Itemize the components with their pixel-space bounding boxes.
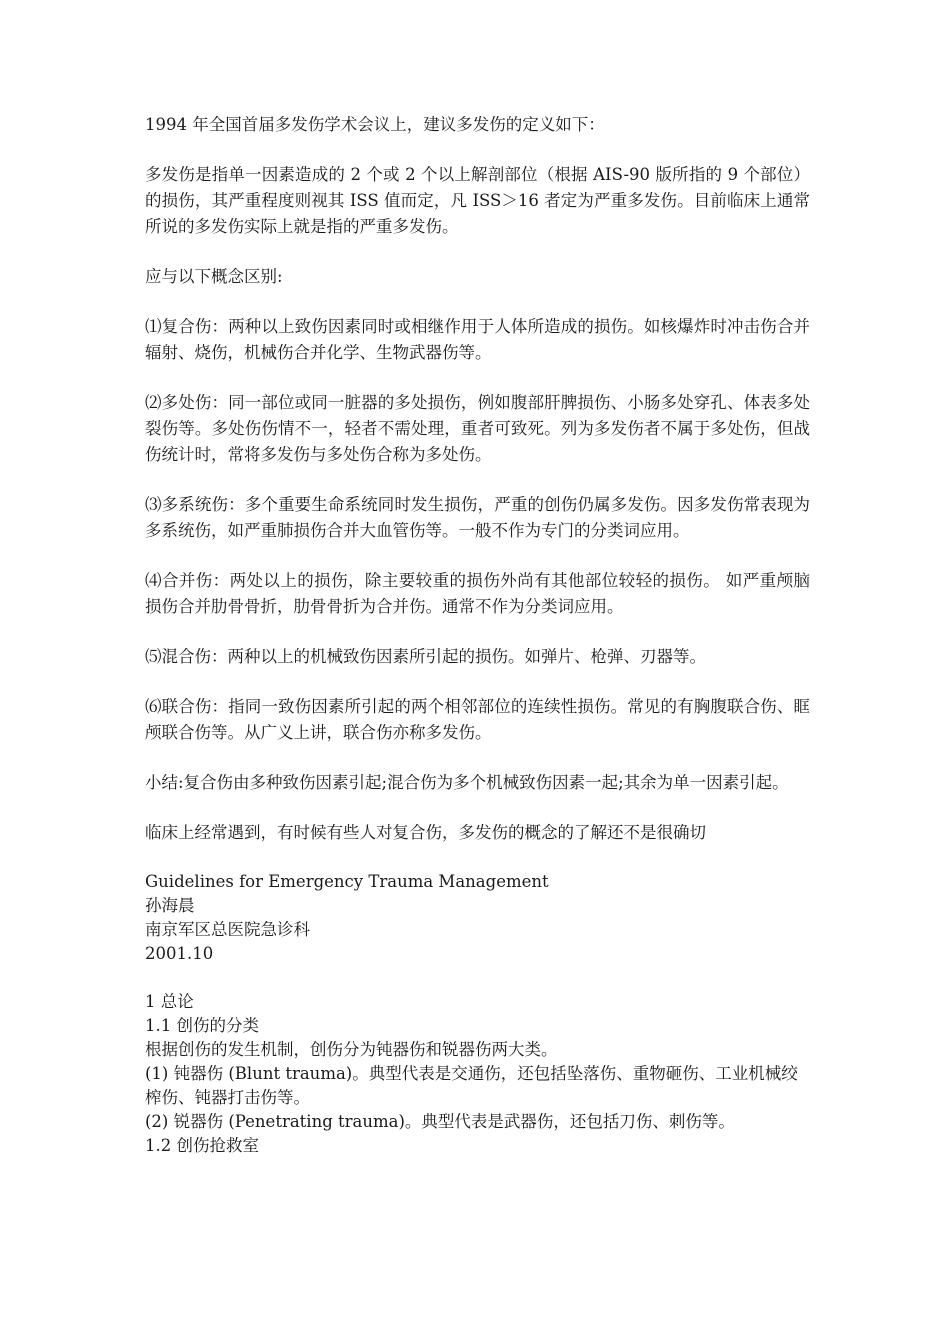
subsection-heading: 1.1 创伤的分类 xyxy=(145,1016,259,1035)
section-heading: 1 总论 xyxy=(145,992,194,1011)
doc-date: 2001.10 xyxy=(145,944,214,963)
doc-org: 南京军区总医院急诊科 xyxy=(145,920,310,939)
subsection-heading: 1.2 创伤抢救室 xyxy=(145,1136,259,1155)
concept-associated-injury: ⑷合并伤：两处以上的损伤，除主要较重的损伤外尚有其他部位较轻的损伤。 如严重颅脑损伤合并肋骨骨折，肋骨骨折为合并伤。通常不作为分类词应用。 xyxy=(145,571,810,616)
doc-title: Guidelines for Emergency Trauma Management xyxy=(145,872,549,891)
concept-multisystem-injury: ⑶多系统伤：多个重要生命系统同时发生损伤，严重的创伤仍属多发伤。因多发伤常表现为多系统伤，如严重肺损伤合并大血管伤等。一般不作为专门的分类词应用。 xyxy=(145,495,810,540)
summary-paragraph: 小结:复合伤由多种致伤因素引起;混合伤为多个机械致伤因素一起;其余为单一因素引起。 xyxy=(145,773,789,792)
definition-paragraph: 多发伤是指单一因素造成的 2 个或 2 个以上解剖部位（根据 AIS-90 版所指的 9 个部位）的损伤，其严重程度则视其 ISS 值而定，凡 ISS＞16 者定为严重多发伤。目前临床上通常所说的多发伤实际上就是指的严重多发伤。 xyxy=(145,165,810,236)
list-item-blunt-trauma: (1) 钝器伤 (Blunt trauma)。典型代表是交通伤，还包括坠落伤、重物砸伤、工业机械绞榨伤、钝器打击伤等。 xyxy=(145,1064,798,1107)
section-body: 根据创伤的发生机制，创伤分为钝器伤和锐器伤两大类。 xyxy=(145,1040,558,1059)
clinical-note: 临床上经常遇到，有时候有些人对复合伤，多发伤的概念的了解还不是很确切 xyxy=(145,823,706,842)
distinguish-heading: 应与以下概念区别: xyxy=(145,267,283,286)
concept-mixed-injury: ⑸混合伤：两种以上的机械致伤因素所引起的损伤。如弹片、枪弹、刃器等。 xyxy=(145,647,706,666)
list-item-penetrating-trauma: (2) 锐器伤 (Penetrating trauma)。典型代表是武器伤，还包括刀伤、刺伤等。 xyxy=(145,1112,735,1131)
concept-multiple-site-injury: ⑵多处伤：同一部位或同一脏器的多处损伤，例如腹部肝脾损伤、小肠多处穿孔、体表多处裂伤等。多处伤伤情不一，轻者不需处理，重者可致死。列为多发伤者不属于多处伤，但战伤统计时，常将多发伤与多处伤合称为多处伤。 xyxy=(145,393,810,464)
doc-author: 孙海晨 xyxy=(145,896,195,915)
concept-compound-injury: ⑴复合伤：两种以上致伤因素同时或相继作用于人体所造成的损伤。如核爆炸时冲击伤合并辐射、烧伤，机械伤合并化学、生物武器伤等。 xyxy=(145,317,810,362)
document-page xyxy=(145,112,810,1158)
spacer xyxy=(145,966,810,990)
concept-combined-injury: ⑹联合伤：指同一致伤因素所引起的两个相邻部位的连续性损伤。常见的有胸腹联合伤、眶颅联合伤等。从广义上讲，联合伤亦称多发伤。 xyxy=(145,697,810,742)
intro-paragraph: 1994 年全国首届多发伤学术会议上，建议多发伤的定义如下： xyxy=(145,115,605,134)
